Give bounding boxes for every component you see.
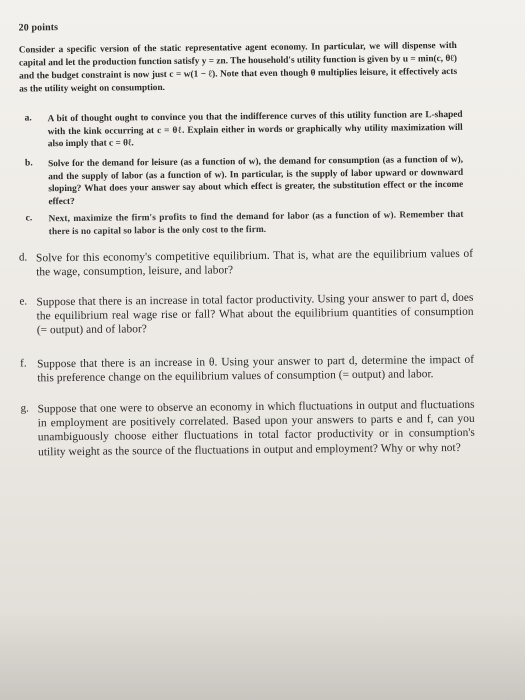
part-f <box>0 352 525 385</box>
part-f-letter: f. <box>20 357 27 370</box>
part-c-letter: c. <box>25 213 33 224</box>
part-g-letter: g. <box>20 402 29 415</box>
part-a-letter: a. <box>24 113 32 124</box>
part-d <box>0 246 524 279</box>
part-e <box>0 290 524 337</box>
part-b <box>0 153 523 207</box>
part-e-letter: e. <box>19 295 28 308</box>
part-c <box>0 208 524 237</box>
part-c-text: Next, maximize the firm's profits to find the demand for labor (as a function of w). Remember that there is no capital so labor is the only cost to the firm. <box>48 209 464 237</box>
part-d-text: Solve for this economy's competitive equilibrium. That is, what are the equilibrium values of the wage, consumption, leisure, and labor? <box>35 247 474 279</box>
part-a-text: A bit of thought ought to convince you that the indifference curves of this utility function are L-shaped with the kink occurring at c = θℓ. Explain either in words or graphically why utility maximization will also imply that c = θℓ. <box>47 109 463 150</box>
part-a <box>0 108 522 150</box>
part-g-text: Suppose that one were to observe an economy in which fluctuations in output and fluctuations in employment are positively correlated. Based upon your answers to parts e and f, can you unambiguously choose either fluctuations in total factor productivity or in consumption's utility weight as the source of the fluctuations in output and employment? Why or why not? <box>37 398 475 458</box>
part-d-letter: d. <box>18 251 28 264</box>
part-e-text: Suppose that there is an increase in total factor productivity. Using your answer to part d, does the equilibrium real wage rise or fall? What about the equilibrium quantities of consumption (= output) and of labor? <box>36 291 474 337</box>
part-b-text: Solve for the demand for leisure (as a function of w), the demand for consumption (as a function of w), and the supply of labor (as a function of w). In particular, is the supply of labor upward or downward sloping? What does your answer say about which effect is greater, the substitution effect or the income effect? <box>47 154 464 207</box>
problem-intro: Consider a specific version of the static representative agent economy. In particular, we will dispense with capital and let the production function satisfy y = zn. The household's utility function is given by u = min(c, θℓ) and the budget constraint is now just c = w(1 − ℓ). Note that even though θ multiplies leisure, it effectively acts as the utility weight on consumption. <box>18 40 458 95</box>
part-b-letter: b. <box>24 158 33 169</box>
part-g <box>1 397 525 458</box>
points-heading: 20 points <box>18 22 59 34</box>
part-f-text: Suppose that there is an increase in θ. Using your answer to part d, determine the impact of this preference change on the equilibrium values of consumption (= output) and labor. <box>37 353 475 385</box>
